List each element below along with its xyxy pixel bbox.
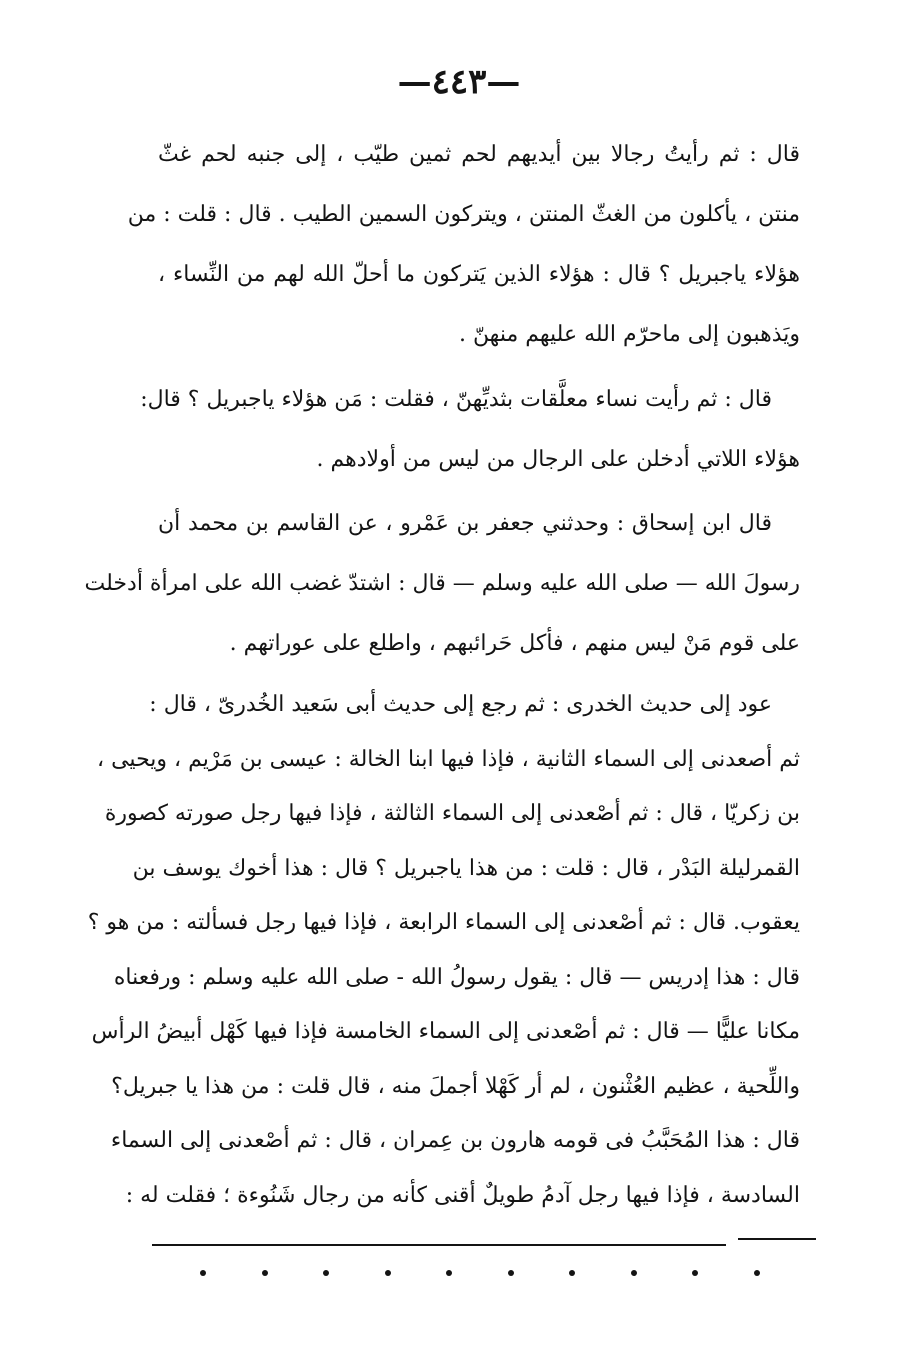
text-line: يعقوب. قال : ثم أصْعدنى إلى السماء الرابعة ، فإذا فيها رجل فسألته : من هو ؟ <box>87 910 800 935</box>
text-line: قال : هذا إدريس — قال : يقول رسولُ الله - صلى الله عليه وسلم : ورفعناه <box>113 964 800 990</box>
text-line: عود إلى حديث الخدرى : ثم رجع إلى حديث أبى سَعيد الخُدرىّ ، قال : <box>149 692 772 717</box>
page-number: —٤٤٣— <box>397 62 521 102</box>
ornament-dot <box>446 1270 452 1276</box>
text-line: القمرليلة البَدْر ، قال : قلت : من هذا ياجبريل ؟ قال : هذا أخوك يوسف بن <box>132 855 800 881</box>
text-line: ثم أصعدنى إلى السماء الثانية ، فإذا فيها ابنا الخالة : عيسى بن مَرْيم ، ويحيى ، <box>97 746 800 772</box>
text-line: هؤلاء ياجبريل ؟ قال : هؤلاء الذين يَتركون ما أحلّ الله لهم من النِّساء ، <box>158 262 800 287</box>
ornament-dot <box>262 1270 268 1276</box>
text-line: مكانا عليًّا — قال : ثم أصْعدنى إلى السماء الخامسة فإذا فيها كَهْل أبيضُ الرأس <box>91 1019 800 1044</box>
paragraph-3 <box>84 494 800 674</box>
text-line: السادسة ، فإذا فيها رجل آدمُ طويلٌ أقنى كأنه من رجال شَنُوءة ؛ فقلت له : <box>125 1182 800 1208</box>
text-line: قال : ثم رأيت نساء معلَّقات بثديِّهنّ ، فقلت : مَن هؤلاء ياجبريل ؟ قال: <box>140 387 772 412</box>
text-line: هؤلاء اللاتي أدخلن على الرجال من ليس من أولادهم . <box>316 447 800 472</box>
ornament-dot <box>692 1270 698 1276</box>
ornament-dot <box>754 1270 760 1276</box>
paragraph-1 <box>127 125 800 365</box>
text-line: منتن ، يأكلون من الغثّ المنتن ، ويتركون السمين الطيب . قال : قلت : من <box>127 202 800 227</box>
footer-dot-row <box>200 1270 760 1276</box>
footer-rule-short <box>738 1238 816 1240</box>
text-line: قال : ثم رأيتُ رجالا بين أيديهم لحم ثمين طيّب ، إلى جنبه لحم غثّ <box>158 142 800 167</box>
text-line: قال : هذا المُحَبَّبُ فى قومه هارون بن عِمران ، قال : ثم أصْعدنى إلى السماء <box>110 1128 800 1153</box>
ornament-dot <box>323 1270 329 1276</box>
text-line: قال ابن إسحاق : وحدثني جعفر بن عَمْرو ، عن القاسم بن محمد أن <box>158 511 772 536</box>
text-line: بن زكريّا ، قال : ثم أصْعدنى إلى السماء الثالثة ، فإذا فيها رجل صورته كصورة <box>104 801 800 826</box>
footer-rule <box>152 1244 726 1246</box>
text-line: رسولَ الله — صلى الله عليه وسلم — قال : اشتدّ غضب الله على امرأة أدخلت <box>84 571 800 596</box>
text-line: على قوم مَنْ ليس منهم ، فأكل حَرائبهم ، واطلع على عوراتهم . <box>229 631 800 656</box>
text-line: ويَذهبون إلى ماحرّم الله عليهم منهنّ . <box>458 322 800 347</box>
paragraph-4 <box>87 678 800 1223</box>
paragraph-2 <box>140 370 800 490</box>
ornament-dot <box>200 1270 206 1276</box>
ornament-dot <box>569 1270 575 1276</box>
ornament-dot <box>385 1270 391 1276</box>
ornament-dot <box>508 1270 514 1276</box>
ornament-dot <box>631 1270 637 1276</box>
text-line: واللِّحية ، عظيم العُثْنون ، لم أر كَهْلا أجملَ منه ، قال قلت : من هذا يا جبريل؟ <box>111 1073 800 1099</box>
